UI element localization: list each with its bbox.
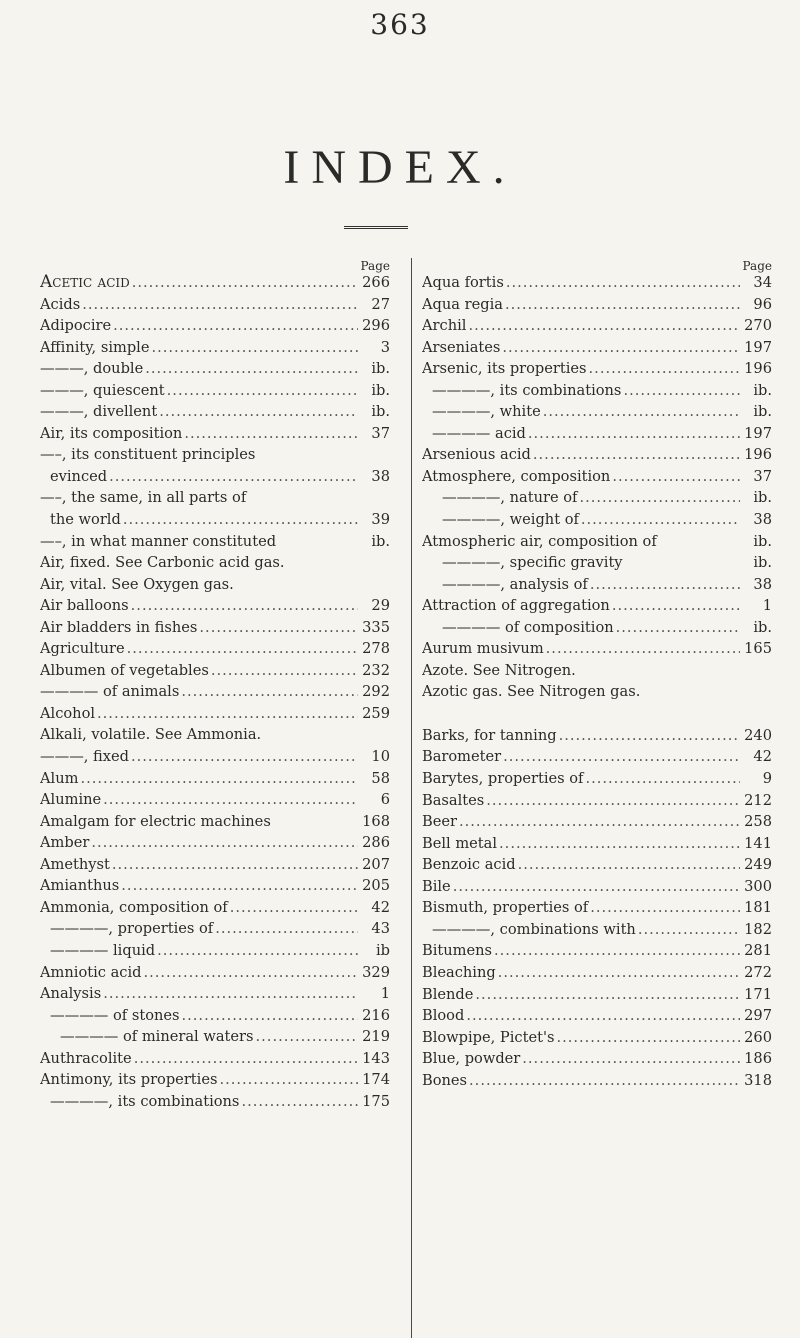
index-entry (422, 897, 772, 919)
leader-dots (159, 401, 358, 423)
page-ref: 270 (744, 317, 772, 335)
index-term: Arsenic, its properties (422, 360, 587, 378)
page-ref: 212 (744, 791, 772, 809)
leader-dots (184, 423, 358, 445)
index-term: ————, weight of (442, 511, 579, 529)
leader-dots (215, 918, 358, 940)
index-term: Ammonia, composition of (40, 898, 228, 916)
index-entry (40, 272, 390, 294)
leader-dots (211, 660, 358, 682)
index-entry (422, 315, 772, 337)
index-term: Attraction of aggregation (422, 597, 610, 615)
page-ref: ib. (371, 403, 390, 421)
leader-dots (468, 315, 740, 337)
leader-dots (131, 746, 358, 768)
leader-dots (499, 833, 740, 855)
index-term: Atmosphere, composition (422, 467, 611, 485)
page-ref: ib. (753, 403, 772, 421)
page-ref: 197 (744, 424, 772, 442)
index-entry (40, 660, 390, 682)
index-term: Albumen of vegetables (40, 661, 209, 679)
index-term: Air, vital. See Oxygen gas. (40, 575, 234, 593)
index-term: —–, in what manner constituted (40, 532, 277, 550)
leader-dots (475, 984, 740, 1006)
index-entry (40, 832, 390, 854)
index-term: Adipocire (40, 317, 112, 335)
leader-dots (199, 617, 358, 639)
index-entry (422, 746, 772, 768)
index-term: ————, combinations with (432, 920, 636, 938)
index-entry (40, 487, 390, 509)
index-entry (422, 725, 772, 747)
leader-dots (494, 940, 740, 962)
leader-dots (612, 595, 740, 617)
page-ref: ib. (753, 381, 772, 399)
leader-dots (469, 1070, 740, 1092)
index-term: Alkali, volatile. See Ammonia. (40, 726, 262, 744)
index-term: Bell metal (422, 834, 498, 852)
index-term: Agriculture (40, 640, 125, 658)
page-ref: 38 (753, 575, 772, 593)
index-term: Barometer (422, 748, 502, 766)
index-entry (422, 337, 772, 359)
leader-dots (585, 768, 740, 790)
index-entry (422, 617, 772, 639)
index-term: Air, fixed. See Carbonic acid gas. (40, 554, 285, 572)
index-term: Barks, for tanning (422, 726, 557, 744)
page-ref: 10 (371, 748, 390, 766)
page-ref: ib. (753, 489, 772, 507)
title-rule (344, 226, 408, 229)
index-entry (422, 595, 772, 617)
page-ref: 216 (362, 1006, 390, 1024)
page-ref: 297 (744, 1007, 772, 1025)
page-ref: 29 (371, 597, 390, 615)
index-entry (40, 552, 390, 574)
index-entry (422, 811, 772, 833)
page-ref: ib. (753, 554, 772, 572)
index-entry (422, 790, 772, 812)
page-ref: 186 (744, 1050, 772, 1068)
page-ref: 165 (744, 640, 772, 658)
index-entry (422, 272, 772, 294)
index-entry (40, 1005, 390, 1027)
index-entry (422, 919, 772, 941)
index-entry (40, 444, 390, 466)
index-entry (40, 724, 390, 746)
index-term: the world (50, 511, 121, 529)
index-entry (422, 940, 772, 962)
index-term: ———, fixed (40, 748, 130, 766)
index-entry (422, 358, 772, 380)
index-term: Antimony, its properties (40, 1071, 218, 1089)
index-entry (40, 509, 390, 531)
index-entry (422, 444, 772, 466)
leader-dots (256, 1026, 358, 1048)
leader-dots (97, 703, 358, 725)
page-ref: 196 (744, 446, 772, 464)
index-entry (40, 875, 390, 897)
index-entry (422, 768, 772, 790)
page-ref: 259 (362, 704, 390, 722)
index-term: evinced (50, 467, 108, 485)
left-index-column (40, 258, 390, 1112)
leader-dots (502, 337, 740, 359)
index-term: Amethyst (40, 855, 110, 873)
leader-dots (109, 466, 358, 488)
index-term: Azotic gas. See Nitrogen gas. (422, 683, 641, 701)
index-term: Arsenious acid (422, 446, 531, 464)
index-term: Amalgam for electric machines (40, 812, 271, 830)
index-entry (422, 1070, 772, 1092)
index-entry (40, 1026, 390, 1048)
index-term: Azote. See Nitrogen. (422, 661, 576, 679)
index-entry (422, 574, 772, 596)
index-entry (422, 487, 772, 509)
page-ref: 9 (762, 770, 772, 788)
leader-dots (616, 617, 740, 639)
index-term: Amianthus (40, 877, 120, 895)
leader-dots (559, 725, 740, 747)
index-term: ————, its combinations (432, 381, 622, 399)
leader-dots (103, 983, 358, 1005)
index-entry (422, 552, 772, 574)
page-ref: 27 (371, 295, 390, 313)
index-term: ————, analysis of (442, 575, 588, 593)
index-entry (40, 617, 390, 639)
index-term: Air balloons (40, 597, 129, 615)
index-term: ———— of stones (50, 1006, 180, 1024)
page-ref: 335 (362, 618, 390, 636)
leader-dots (522, 1048, 740, 1070)
leader-dots (453, 876, 740, 898)
leader-dots (533, 444, 740, 466)
index-term: Beer (422, 813, 457, 831)
page-ref: 37 (753, 467, 772, 485)
index-entry (40, 918, 390, 940)
index-entry (40, 401, 390, 423)
page-ref: ib. (371, 532, 390, 550)
leader-dots (241, 1091, 358, 1113)
index-entry (40, 681, 390, 703)
leader-dots (581, 509, 740, 531)
index-term: Aqua fortis (422, 274, 504, 291)
index-entry (422, 466, 772, 488)
leader-dots (579, 487, 740, 509)
index-entry (40, 294, 390, 316)
page-ref: 260 (744, 1028, 772, 1046)
leader-dots (623, 380, 740, 402)
index-term: ————, specific gravity (442, 554, 623, 572)
leader-dots (143, 962, 358, 984)
index-term: Blowpipe, Pictet's (422, 1028, 555, 1046)
index-term: ————, its combinations (50, 1092, 240, 1110)
page-ref: ib. (753, 618, 772, 636)
index-term: ———— of animals (40, 683, 180, 701)
page-ref: 296 (362, 317, 390, 335)
index-term: Bile (422, 877, 451, 895)
index-entry (422, 681, 772, 703)
index-term: Blende (422, 985, 474, 1003)
page-ref: ib. (371, 381, 390, 399)
page-ref: 6 (380, 791, 390, 809)
left-entries (40, 272, 390, 1112)
page-ref: 174 (362, 1071, 390, 1089)
leader-dots (157, 940, 358, 962)
index-entry (40, 1091, 390, 1113)
page-ref: 181 (744, 899, 772, 917)
page-ref: 58 (371, 769, 390, 787)
index-entry (422, 833, 772, 855)
index-entry (422, 380, 772, 402)
leader-dots (80, 768, 358, 790)
page-ref: 3 (380, 338, 390, 356)
leader-dots (127, 638, 358, 660)
right-entries (422, 272, 772, 1091)
index-term: Blood (422, 1007, 465, 1025)
index-entry (40, 1048, 390, 1070)
index-term: Acetic acid (40, 272, 130, 292)
page-ref: 196 (744, 360, 772, 378)
index-term: ———— liquid (50, 941, 156, 959)
leader-dots (528, 423, 740, 445)
index-term: Bleaching (422, 963, 496, 981)
index-entry (40, 358, 390, 380)
index-term: Authracolite (40, 1049, 132, 1067)
leader-dots (486, 790, 740, 812)
index-term: Aurum musivum (422, 640, 544, 658)
page-ref: 292 (362, 683, 390, 701)
index-term: Air bladders in fishes (40, 618, 198, 636)
index-term: —–, its constituent principles (40, 446, 256, 464)
index-term: ———— acid (432, 424, 526, 442)
page-ref: ib. (371, 360, 390, 378)
index-entry (422, 854, 772, 876)
page-ref: 318 (744, 1071, 772, 1089)
index-entry (422, 660, 772, 682)
page-ref: 38 (753, 511, 772, 529)
index-entry (40, 768, 390, 790)
index-entry (422, 1048, 772, 1070)
index-term: Atmospheric air, composition of (422, 532, 657, 550)
leader-dots (589, 358, 740, 380)
index-entry (40, 595, 390, 617)
index-term: Blue, powder (422, 1050, 521, 1068)
leader-dots (112, 854, 358, 876)
index-term: Basaltes (422, 791, 485, 809)
index-entry (40, 315, 390, 337)
index-entry (40, 854, 390, 876)
leader-dots (506, 272, 740, 294)
index-term: Benzoic acid (422, 856, 516, 874)
leader-dots (638, 919, 740, 941)
index-entry (40, 811, 390, 833)
index-entry (40, 897, 390, 919)
index-entry (40, 703, 390, 725)
page-ref: 232 (362, 661, 390, 679)
index-entry (422, 294, 772, 316)
leader-dots (167, 380, 358, 402)
page-ref: 278 (362, 640, 390, 658)
index-entry (422, 423, 772, 445)
leader-dots (121, 875, 358, 897)
leader-dots (91, 832, 358, 854)
index-entry (422, 401, 772, 423)
index-term: ———, quiescent (40, 381, 165, 399)
leader-dots (82, 294, 358, 316)
page-column-header: Page (360, 259, 390, 273)
index-term: ———, double (40, 360, 144, 378)
leader-dots (503, 746, 740, 768)
leader-dots (151, 337, 358, 359)
index-term: ————, properties of (50, 920, 214, 938)
index-term: Aqua regia (422, 295, 503, 313)
leader-dots (134, 1048, 358, 1070)
index-entry (40, 466, 390, 488)
index-entry (422, 962, 772, 984)
page-ref: ib. (753, 532, 772, 550)
index-term: ———, divellent (40, 403, 158, 421)
page-ref: 168 (362, 812, 390, 830)
page-ref: 207 (362, 855, 390, 873)
leader-dots (556, 1027, 740, 1049)
page-ref: 1 (380, 985, 390, 1003)
page-ref: 42 (753, 748, 772, 766)
page-ref: 249 (744, 856, 772, 874)
index-entry (40, 962, 390, 984)
index-entry (40, 983, 390, 1005)
leader-dots (219, 1069, 358, 1091)
page-ref: 240 (744, 726, 772, 744)
leader-dots (131, 595, 358, 617)
page-ref: 34 (753, 274, 772, 291)
page-number: 363 (370, 8, 430, 41)
page-ref: 197 (744, 338, 772, 356)
page-ref: ib (375, 941, 390, 959)
page-ref: 38 (371, 467, 390, 485)
index-term: Bismuth, properties of (422, 899, 589, 917)
page-ref: 281 (744, 942, 772, 960)
index-entry (40, 574, 390, 596)
index-term: Alcohol (40, 704, 96, 722)
index-entry (422, 1027, 772, 1049)
index-term: Archil (422, 317, 467, 335)
page-ref: 171 (744, 985, 772, 1003)
index-term: Air, its composition (40, 424, 183, 442)
index-term: ———— of mineral waters (60, 1028, 254, 1046)
index-term: ————, white (432, 403, 541, 421)
index-term: ————, nature of (442, 489, 578, 507)
leader-dots (590, 574, 740, 596)
page-ref: 272 (744, 963, 772, 981)
index-entry (40, 423, 390, 445)
leader-dots (612, 466, 740, 488)
leader-dots (505, 294, 740, 316)
right-index-column (411, 258, 772, 1338)
index-entry (422, 984, 772, 1006)
index-entry (40, 531, 390, 553)
index-term: Alum (40, 769, 79, 787)
page-ref: 143 (362, 1049, 390, 1067)
index-term: Bitumens (422, 942, 493, 960)
leader-dots (543, 401, 740, 423)
index-entry (40, 940, 390, 962)
index-term: ———— of composition (442, 618, 614, 636)
index-entry (40, 789, 390, 811)
page-ref: 1 (762, 597, 772, 615)
index-term: Alumine (40, 791, 102, 809)
leader-dots (181, 681, 358, 703)
leader-dots (466, 1005, 740, 1027)
index-term: Amniotic acid (40, 963, 142, 981)
page-ref: 42 (371, 898, 390, 916)
leader-dots (103, 789, 358, 811)
page-ref: 141 (744, 834, 772, 852)
page-ref: 219 (362, 1028, 390, 1046)
leader-dots (518, 854, 740, 876)
leader-dots (546, 638, 740, 660)
index-term: Arseniates (422, 338, 501, 356)
index-entry (40, 638, 390, 660)
index-entry (40, 1069, 390, 1091)
page-ref: 258 (744, 813, 772, 831)
leader-dots (498, 962, 740, 984)
page-ref: 205 (362, 877, 390, 895)
leader-dots (182, 1005, 358, 1027)
index-term: —–, the same, in all parts of (40, 489, 247, 507)
leader-dots (145, 358, 358, 380)
index-term: Acids (40, 295, 81, 313)
leader-dots (113, 315, 358, 337)
index-entry (422, 531, 772, 553)
index-entry (422, 1005, 772, 1027)
section-gap (422, 703, 772, 725)
index-entry (40, 337, 390, 359)
index-term: Amber (40, 834, 90, 852)
page-ref: 182 (744, 920, 772, 938)
index-entry (422, 876, 772, 898)
leader-dots (123, 509, 358, 531)
index-entry (40, 380, 390, 402)
page-ref: 43 (371, 920, 390, 938)
leader-dots (590, 897, 740, 919)
index-entry (40, 746, 390, 768)
index-title: INDEX. (283, 141, 517, 194)
page-ref: 329 (362, 963, 390, 981)
index-term: Barytes, properties of (422, 770, 584, 788)
page-ref: 286 (362, 834, 390, 852)
page-ref: 175 (362, 1092, 390, 1110)
index-term: Bones (422, 1071, 468, 1089)
index-term: Analysis (40, 985, 102, 1003)
index-entry (422, 509, 772, 531)
leader-dots (230, 897, 358, 919)
page-column-header: Page (742, 259, 772, 273)
page-ref: 39 (371, 511, 390, 529)
page-ref: 37 (371, 424, 390, 442)
leader-dots (132, 272, 358, 294)
page-ref: 300 (744, 877, 772, 895)
leader-dots (459, 811, 740, 833)
page-ref: 266 (362, 274, 390, 291)
index-term: Affinity, simple (40, 338, 150, 356)
page-ref: 96 (753, 295, 772, 313)
index-entry (422, 638, 772, 660)
